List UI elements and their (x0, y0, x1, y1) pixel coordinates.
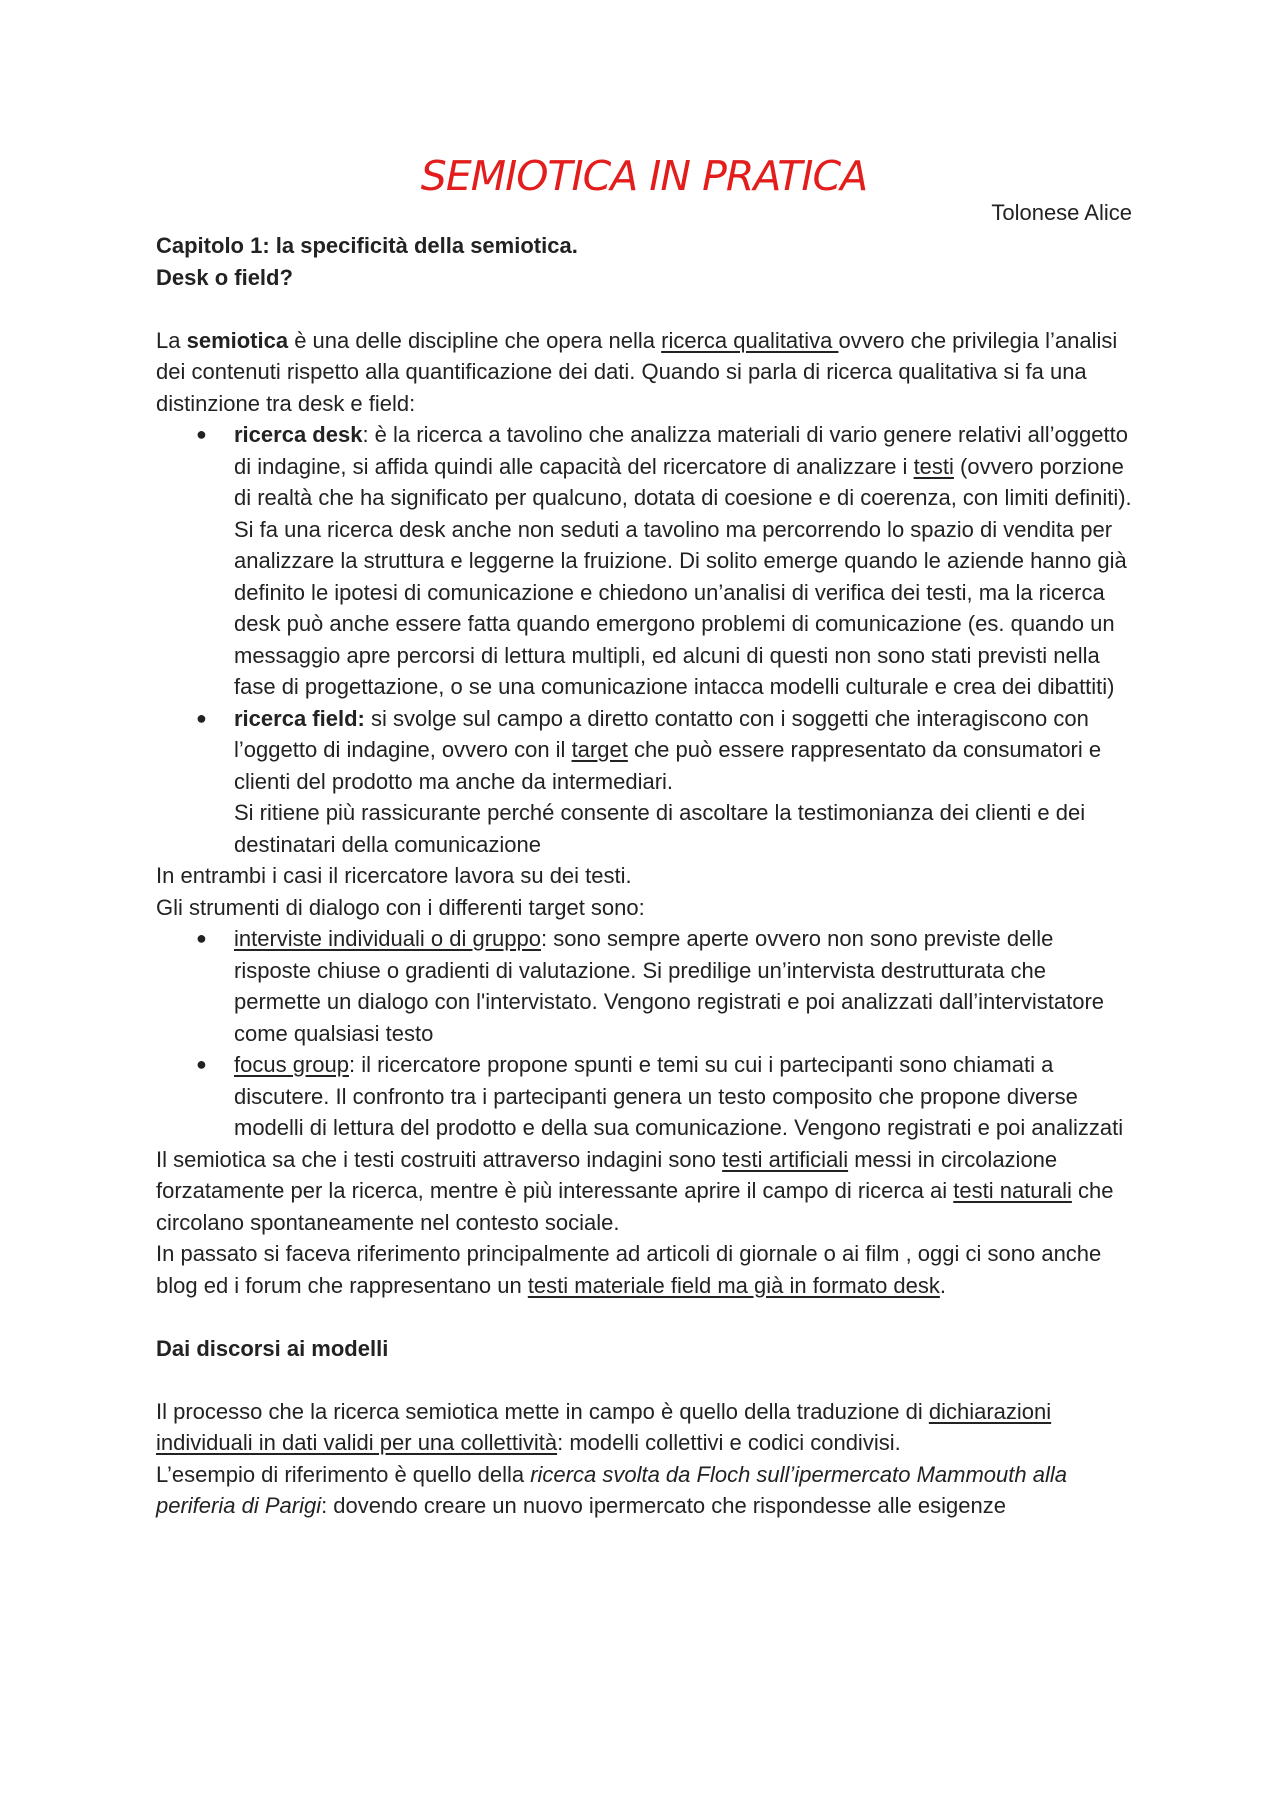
list-item-field: ● ricerca field: si svolge sul campo a diretto contatto con i soggetti che interagiscono con l’oggetto di indagine, ovvero con il target che può essere rappresentato da consumatori e clienti del prodotto ma anche da intermediari. Si ritiene più rassicurante perché consente di ascoltare la testimonianza dei clienti e dei destinatari della comunicazione (156, 703, 1132, 861)
bullet-icon: ● (196, 928, 207, 948)
paragraph-testi-artificiali: Il semiotica sa che i testi costruiti attraverso indagini sono testi artificiali messi in circolazione forzatamente per la ricerca, mentre è più interessante aprire il campo di ricerca ai testi naturali che circolano spontaneamente nel contesto sociale. (156, 1146, 1114, 1235)
list-item-focus-group: ● focus group: il ricercatore propone spunti e temi su cui i partecipanti sono chiamati a discutere. Il confronto tra i partecipanti genera un testo composito che propone diverse modelli di lettura del prodotto e della sua comunicazione. Vengono registrati e poi analizzati (156, 1049, 1132, 1144)
research-types-list (156, 419, 1132, 860)
bullet-icon: ● (196, 424, 207, 444)
paragraph-processo: Il processo che la ricerca semiotica mette in campo è quello della traduzione di dichiarazioni individuali in dati validi per una collettività: modelli collettivi e codici condivisi. (156, 1398, 1052, 1455)
paragraph-strumenti: Gli strumenti di dialogo con i differenti target sono: (156, 894, 645, 920)
chapter-heading: Capitolo 1: la specificità della semiotica. (156, 233, 578, 258)
section-heading-modelli: Dai discorsi ai modelli (156, 1335, 389, 1361)
bullet-icon: ● (196, 707, 207, 728)
list-item-interviste: ● interviste individuali o di gruppo: sono sempre aperte ovvero non sono previste delle risposte chiuse o gradienti di valutazione. Si predilige un’intervista destrutturata che permette un dialogo con l'intervistato. Vengono registrati e poi analizzati dall’intervistatore come qualsiasi testo (156, 923, 1132, 1049)
list-item-desk: ● ricerca desk: è la ricerca a tavolino che analizza materiali di vario genere relativi all’oggetto di indagine, si affida quindi alle capacità del ricercatore di analizzare i testi (ovvero porzione di realtà che ha significato per qualcuno, dotata di coesione e di coerenza, con limiti definiti). Si fa una ricerca desk anche non seduti a tavolino ma percorrendo lo spazio di vendita per analizzare la struttura e leggerne la fruizione. Di solito emerge quando le aziende hanno già definito le ipotesi di comunicazione e chiedono un’analisi di verifica dei testi, ma la ricerca desk può anche essere fatta quando emergono problemi di comunicazione (es. quando un messaggio apre percorsi di lettura multipli, ed alcuni di questi non sono stati previsti nella fase di progettazione, o se una comunicazione intacca modelli culturale e crea dei dibattiti) (156, 419, 1132, 703)
document-page (156, 150, 1132, 1522)
paragraph-entrambi: In entrambi i casi il ricercatore lavora su dei testi. (156, 863, 632, 888)
bullet-icon: ● (196, 1054, 207, 1074)
desk-continuation: Si fa una ricerca desk anche non seduti a tavolino ma percorrendo lo spazio di vendita per analizzare la struttura e leggerne la fruizione. Di solito emerge quando le aziende hanno già definito le ipotesi di comunicazione e chiedono un’analisi di verifica dei testi, ma la ricerca desk può anche essere fatta quando emergono problemi di comunicazione (es. quando un messaggio apre percorsi di lettura multipli, ed alcuni di questi non sono stati previsti nella fase di progettazione, o se una comunicazione intacca modelli culturale e crea dei dibattiti) (234, 516, 1127, 699)
document-title: SEMIOTICA IN PRATICA (420, 152, 868, 200)
dialogue-tools-list (156, 923, 1132, 1144)
author-name: Tolonese Alice (991, 200, 1132, 225)
blank-line (156, 1301, 1132, 1333)
blank-line (156, 1364, 1132, 1396)
paragraph-esempio: L’esempio di riferimento è quello della ricerca svolta da Floch sull’ipermercato Mammouth alla periferia di Parigi: dovendo creare un nuovo ipermercato che rispondesse alle esigenze (156, 1461, 1067, 1518)
field-continuation: Si ritiene più rassicurante perché consente di ascoltare la testimonianza dei clienti e dei destinatari della comunicazione (234, 800, 1086, 857)
paragraph-in-passato: In passato si faceva riferimento principalmente ad articoli di giornale o ai film , oggi ci sono anche blog ed i forum che rappresentano un testi materiale field ma già in formato desk. (156, 1241, 1102, 1298)
section-heading: Desk o field? (156, 264, 293, 290)
intro-paragraph: La semiotica è una delle discipline che opera nella ricerca qualitativa ovvero che privilegia l’analisi dei contenuti rispetto alla quantificazione dei dati. Quando si parla di ricerca qualitativa si fa una distinzione tra desk e field: (156, 327, 1118, 416)
blank-line (156, 293, 1132, 325)
